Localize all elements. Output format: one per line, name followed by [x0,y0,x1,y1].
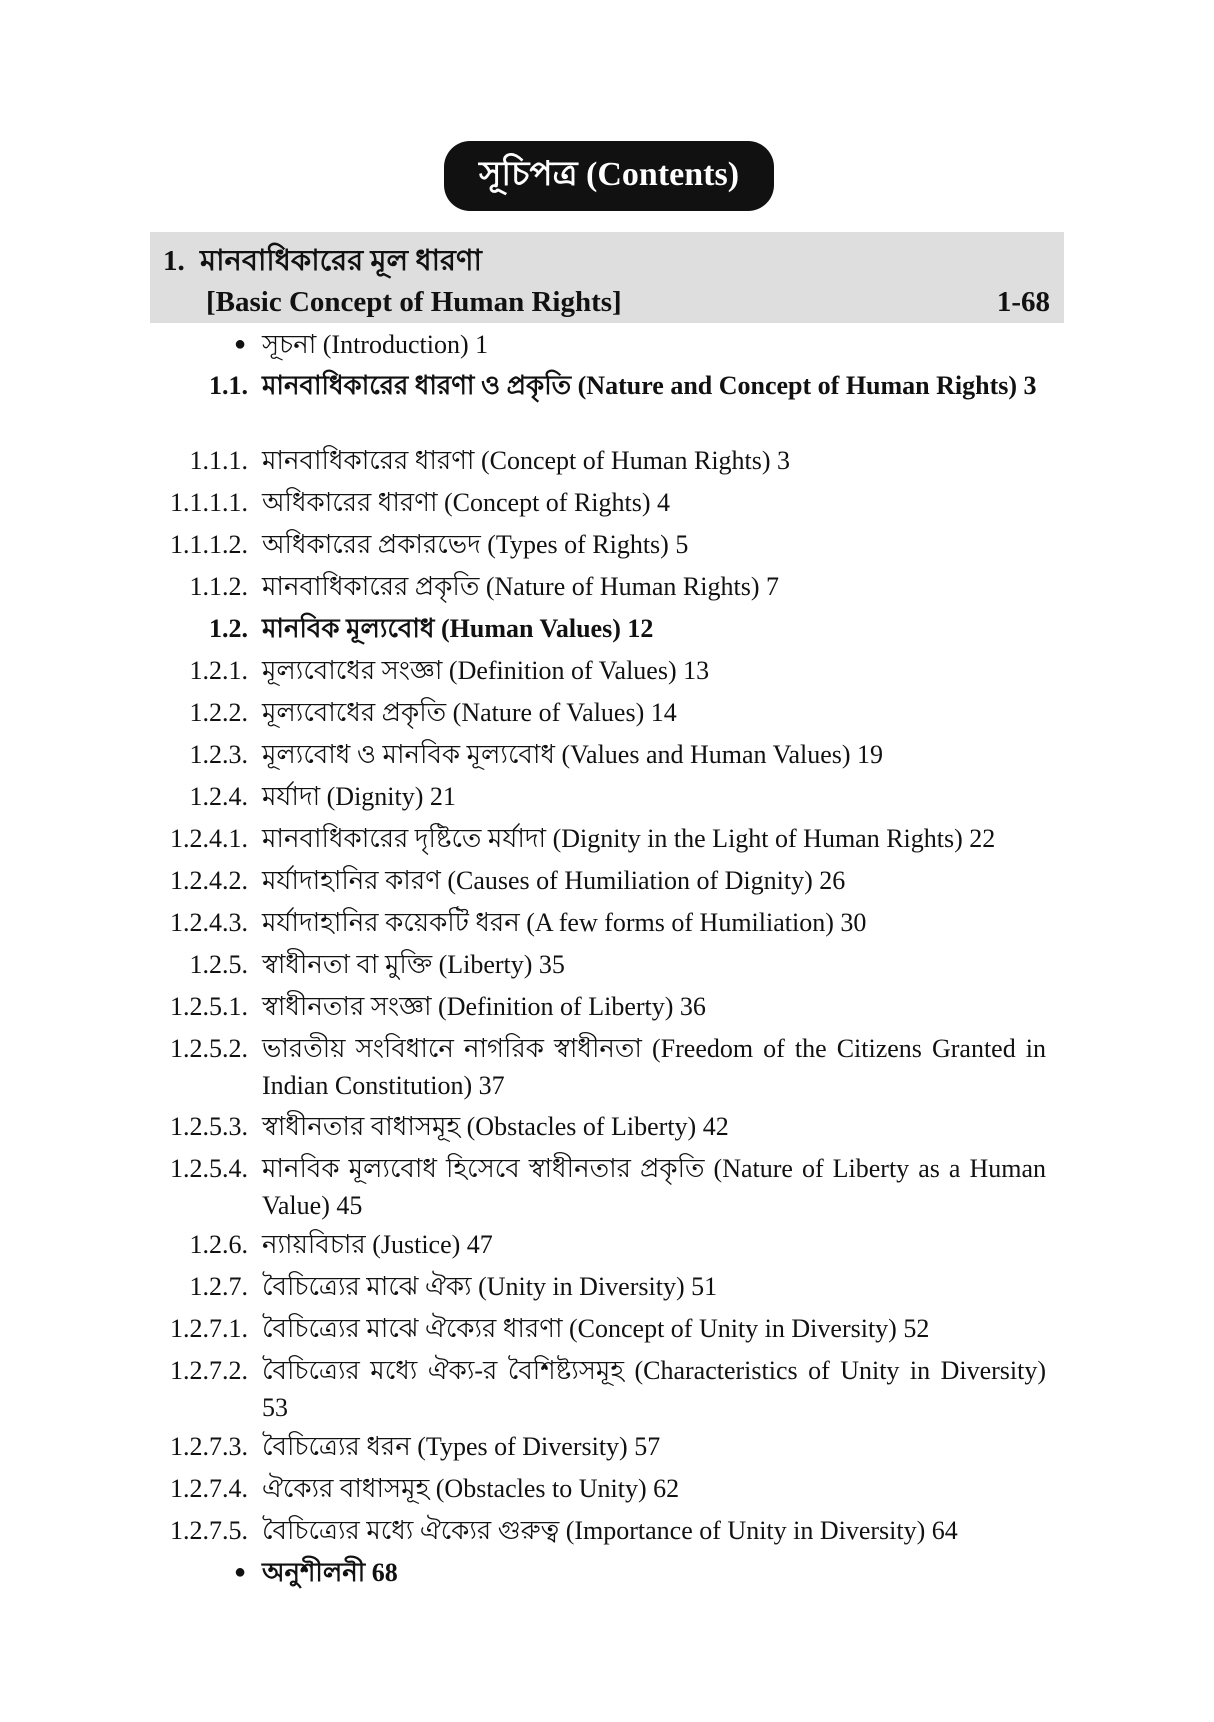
toc-entry-number: 1.2.3. [189,740,248,769]
bullet-icon: ● [234,333,247,355]
toc-entry-text: সূচনা (Introduction) 1 [262,330,489,359]
toc-entry-number: 1.2.7.2. [170,1356,248,1385]
toc-entry-number: 1.2.5.2. [170,1034,248,1063]
toc-entry-text: স্বাধীনতার বাধাসমূহ (Obstacles of Liberty) 42 [262,1112,729,1141]
chapter-title-english: [Basic Concept of Human Rights] [206,286,622,318]
toc-entry-text: মূল্যবোধের প্রকৃতি (Nature of Values) 14 [262,698,677,727]
toc-entry-text: মানবাধিকারের ধারণা ও প্রকৃতি (Nature and Concept of Human Rights) 3 [262,371,1037,400]
toc-entry-number: 1.2. [209,614,248,643]
toc-entry-text: স্বাধীনতা বা মুক্তি (Liberty) 35 [262,950,565,979]
toc-entry-number: 1.2.7.4. [170,1474,248,1503]
toc-entry-text: ন্যায়বিচার (Justice) 47 [262,1230,493,1259]
toc-entry-number: 1.1.2. [189,572,248,601]
contents-title [444,141,774,211]
toc-entry-text: মূল্যবোধ ও মানবিক মূল্যবোধ (Values and Human Values) 19 [262,740,884,769]
toc-entry-text: অধিকারের ধারণা (Concept of Rights) 4 [262,488,671,517]
toc-entry-number: 1.2.4.1. [170,824,248,853]
chapter-title-bengali: মানবাধিকারের মূল ধারণা [200,245,482,277]
toc-entry-number: 1.1. [209,371,248,400]
toc-entry-number: 1.2.6. [189,1230,248,1259]
toc-entry-text: বৈচিত্র্যের মধ্যে ঐক্য-র বৈশিষ্ট্যসমূহ (Characteristics of Unity in Diversity) 53 [262,1356,1046,1422]
toc-entry-number: 1.1.1. [189,446,248,475]
toc-entry-number: 1.1.1.2. [170,530,248,559]
toc-entry-number: 1.2.5.4. [170,1154,248,1183]
toc-entry-number: 1.2.7.1. [170,1314,248,1343]
toc-entry-text: বৈচিত্র্যের মাঝে ঐক্যের ধারণা (Concept of Unity in Diversity) 52 [262,1314,930,1343]
toc-entry-text: অনুশীলনী 68 [262,1558,398,1587]
toc-entry-text: মানবাধিকারের প্রকৃতি (Nature of Human Rights) 7 [262,572,780,601]
toc-entry-text: মর্যাদা (Dignity) 21 [262,782,456,811]
toc-entry-number: 1.2.7. [189,1272,248,1301]
chapter-page-range: 1-68 [996,286,1050,318]
toc-entry-text: মূল্যবোধের সংজ্ঞা (Definition of Values) 13 [262,656,710,685]
toc-entry-text: মানবিক মূল্যবোধ হিসেবে স্বাধীনতার প্রকৃতি (Nature of Liberty as a Human Value) 45 [262,1154,1046,1220]
toc-entry-number: 1.2.7.5. [170,1516,248,1545]
toc-entry-number: 1.2.4.3. [170,908,248,937]
toc-entry-text: ঐক্যের বাধাসমূহ (Obstacles to Unity) 62 [262,1474,680,1503]
toc-entry-text: অধিকারের প্রকারভেদ (Types of Rights) 5 [262,530,689,559]
toc-entry-text: স্বাধীনতার সংজ্ঞা (Definition of Liberty) 36 [262,992,706,1021]
toc-entry-text: বৈচিত্র্যের ধরন (Types of Diversity) 57 [262,1432,661,1461]
toc-entry-number: 1.2.5.3. [170,1112,248,1141]
toc-entry-number: 1.2.1. [189,656,248,685]
toc-entry-text: মানবাধিকারের ধারণা (Concept of Human Rights) 3 [262,446,791,475]
toc-entry-text: বৈচিত্র্যের মাঝে ঐক্য (Unity in Diversity) 51 [262,1272,718,1301]
toc-entry-text: মর্যাদাহানির কারণ (Causes of Humiliation of Dignity) 26 [262,866,846,895]
toc-entry-text: মানবাধিকারের দৃষ্টিতে মর্যাদা (Dignity in the Light of Human Rights) 22 [262,824,996,853]
toc-entry-number: 1.2.4.2. [170,866,248,895]
toc-entry-text: মানবিক মূল্যবোধ (Human Values) 12 [262,614,654,643]
toc-entry-number: 1.2.5.1. [170,992,248,1021]
toc-entry-text: বৈচিত্র্যের মধ্যে ঐক্যের গুরুত্ব (Importance of Unity in Diversity) 64 [262,1516,958,1545]
chapter-number: 1. [163,245,185,277]
toc-entry-number: 1.2.5. [189,950,248,979]
contents-title-text: সূচিপত্র (Contents) [478,155,740,193]
toc-entry-number: 1.2.2. [189,698,248,727]
toc-entry-text: ভারতীয় সংবিধানে নাগরিক স্বাধীনতা (Freedom of the Citizens Granted in Indian Constitution) 37 [262,1034,1046,1100]
toc-entry-number: 1.2.7.3. [170,1432,248,1461]
toc-entry-number: 1.2.4. [189,782,248,811]
toc-entry-number: 1.1.1.1. [170,488,248,517]
toc-entry-text: মর্যাদাহানির কয়েকটি ধরন (A few forms of Humiliation) 30 [262,908,867,937]
bullet-icon: ● [234,1561,247,1583]
